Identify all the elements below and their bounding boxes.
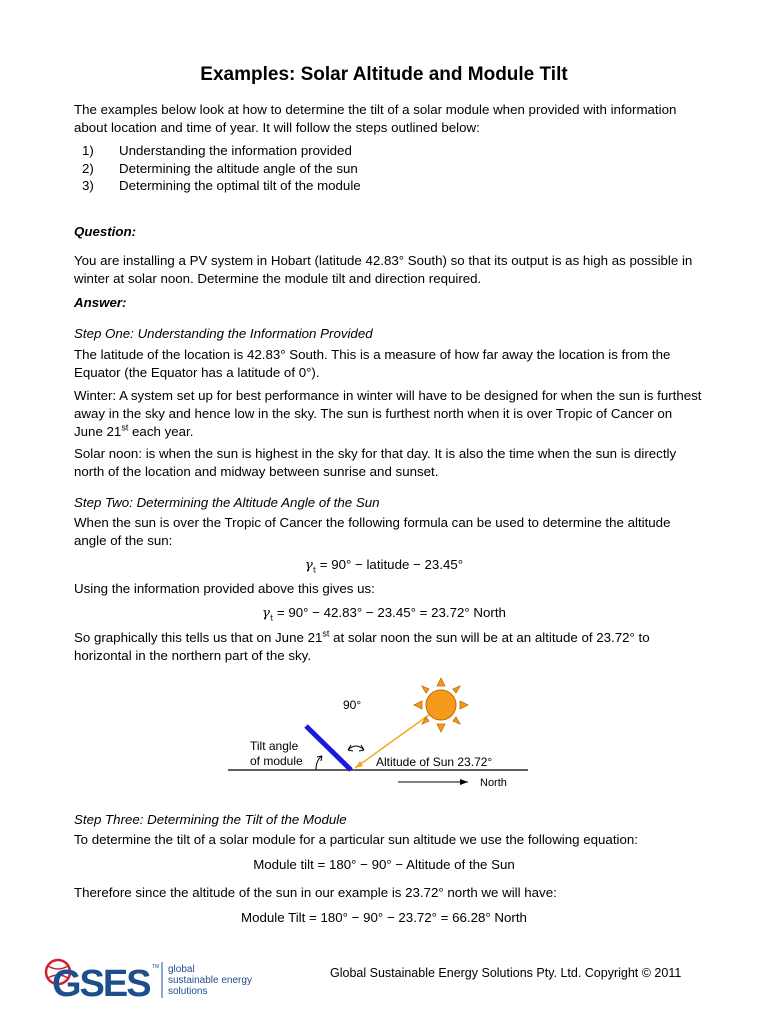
module-tilt-calculation: Module Tilt = 180° − 90° − 23.72° = 66.28° North [241,910,527,925]
copyright-text: Global Sustainable Energy Solutions Pty. Ltd. Copyright © 2011 [330,966,682,980]
altitude-calculation: $\gamma_t = 90^\circ - 42.83^\circ - 23.45^\circ = 23.72^\circ$ North [262,605,506,623]
steps-list [74,142,361,195]
gses-logo [42,952,282,1002]
svg-text:TM: TM [152,964,160,970]
step2-paragraph-formula-intro: When the sun is over the Tropic of Cancer the following formula can be used to determine the altitude angle of the sun: [74,515,671,548]
tilt-label-line2: of module [250,754,303,768]
step1-paragraph-solar-noon: Solar noon: is when the sun is highest in the sky for that day. It is also the time when the sun is directly north of the location and midway between sunrise and sunset. [74,446,677,479]
tagline-line1: global [168,964,195,975]
list-item: 2) Determining the altitude angle of the sun [82,160,358,176]
step2-paragraph-graphically: So graphically this tells us that on June 21st at solar noon the sun will be at an altitude of 23.72° to horizontal in the northern part of the sky. [74,628,650,663]
angle-label: 90° [343,698,362,712]
altitude-formula: $\gamma_t = 90^\circ$ − latitude − 23.45° [304,557,464,575]
step2-paragraph-using: Using the information provided above this gives us: [74,581,375,596]
module-tilt-formula: Module tilt = 180° − 90° − Altitude of the Sun [253,857,515,872]
step3-paragraph-equation-intro: To determine the tilt of a solar module for a particular sun altitude we use the following equation: [74,832,638,847]
north-label: North [480,777,507,789]
page-title: Examples: Solar Altitude and Module Tilt [200,64,568,85]
step1-heading: Step One: Understanding the Information Provided [74,326,373,341]
sun-altitude-diagram [228,672,538,792]
solar-panel [306,726,351,770]
list-item: 3) Determining the optimal tilt of the module [82,178,361,193]
logo-wordmark: GSES [52,963,150,1002]
step2-heading: Step Two: Determining the Altitude Angle of the Sun [74,495,380,510]
tilt-label-line1: Tilt angle [250,739,299,753]
step3-paragraph-therefore: Therefore since the altitude of the sun in our example is 23.72° north we will have: [74,885,557,900]
question-label: Question: [74,224,137,239]
step3-heading: Step Three: Determining the Tilt of the Module [74,812,347,827]
intro-paragraph: The examples below look at how to determine the tilt of a solar module when provided with information about location and time of year. It will follow the steps outlined below: [74,102,677,135]
list-item: 1) Understanding the information provided [82,143,352,158]
tagline-line2: sustainable energy [168,975,252,986]
sun-icon [414,678,468,732]
step1-paragraph-latitude: The latitude of the location is 42.83° South. This is a measure of how far away the location is from the Equator (the Equator has a latitude of 0°). [74,347,671,380]
answer-label: Answer: [74,295,127,310]
step1-paragraph-winter: Winter: A system set up for best performance in winter will have to be designed for when the sun is furthest away in the sky and hence low in the sky. The sun is furthest north when it is over Tropic of Cancer on June 21st each year. [74,388,702,439]
tagline-line3: solutions [168,986,208,997]
altitude-label: Altitude of Sun 23.72° [376,755,493,769]
sun-ray-arrowhead [355,761,363,768]
question-text: You are installing a PV system in Hobart (latitude 42.83° South) so that its output is as high as possible in winter at solar noon. Determine the module tilt and direction required. [74,253,693,286]
